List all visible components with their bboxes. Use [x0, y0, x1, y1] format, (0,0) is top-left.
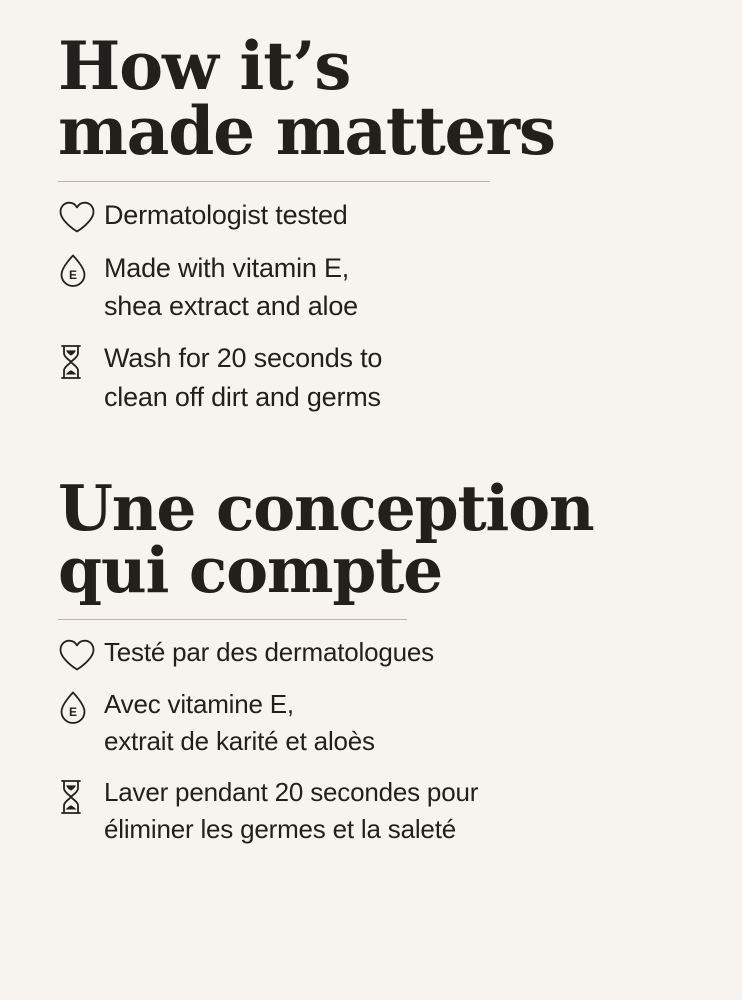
feature-text [104, 686, 375, 760]
feature-text [104, 249, 358, 326]
feature-text [104, 634, 434, 671]
heart-icon [58, 634, 104, 672]
page-title-french [58, 470, 684, 607]
divider-english [58, 181, 490, 182]
list-item [58, 686, 684, 760]
feature-text-line-2: shea extract and aloe [104, 291, 358, 321]
feature-text [104, 196, 348, 234]
section-english [58, 27, 684, 416]
feature-text-line-1: Wash for 20 seconds to [104, 343, 383, 374]
page-title-english [58, 27, 684, 170]
feature-text-line-1: Avec vitamine E, [104, 689, 294, 720]
headline-line-1: Une conception [58, 470, 594, 545]
list-item [58, 196, 684, 234]
svg-text:E: E [68, 267, 78, 282]
section-french [58, 470, 684, 848]
headline-line-2: qui compte [58, 532, 442, 607]
headline-line-1: How it’s [58, 27, 351, 105]
vitamin-e-droplet-icon [58, 686, 104, 726]
feature-text-line-1: Dermatologist tested [104, 200, 348, 231]
list-item [58, 634, 684, 672]
list-item [58, 339, 684, 416]
feature-text-line-2: extrait de karité et aloès [104, 726, 375, 757]
feature-text-line-2: clean off dirt and germs [104, 381, 381, 412]
feature-list-french [58, 634, 684, 848]
vitamin-e-droplet-icon [58, 249, 104, 289]
list-item [58, 774, 684, 848]
feature-text [104, 774, 478, 848]
divider-french [58, 619, 407, 620]
feature-text-line-1: Made with vitamin E, [104, 252, 350, 283]
feature-list-english [58, 196, 684, 416]
hourglass-icon [58, 339, 104, 381]
list-item [58, 249, 684, 326]
feature-text-line-1: Testé par des dermatologues [104, 637, 434, 668]
feature-text-line-2: éliminer les germes et la saleté [104, 814, 456, 845]
heart-icon [58, 196, 104, 234]
svg-text:E: E [68, 705, 78, 720]
feature-text-line-1: Laver pendant 20 secondes pour [104, 777, 479, 808]
headline-line-2: made matters [58, 91, 555, 170]
feature-text [104, 339, 382, 416]
hourglass-icon [58, 774, 104, 816]
